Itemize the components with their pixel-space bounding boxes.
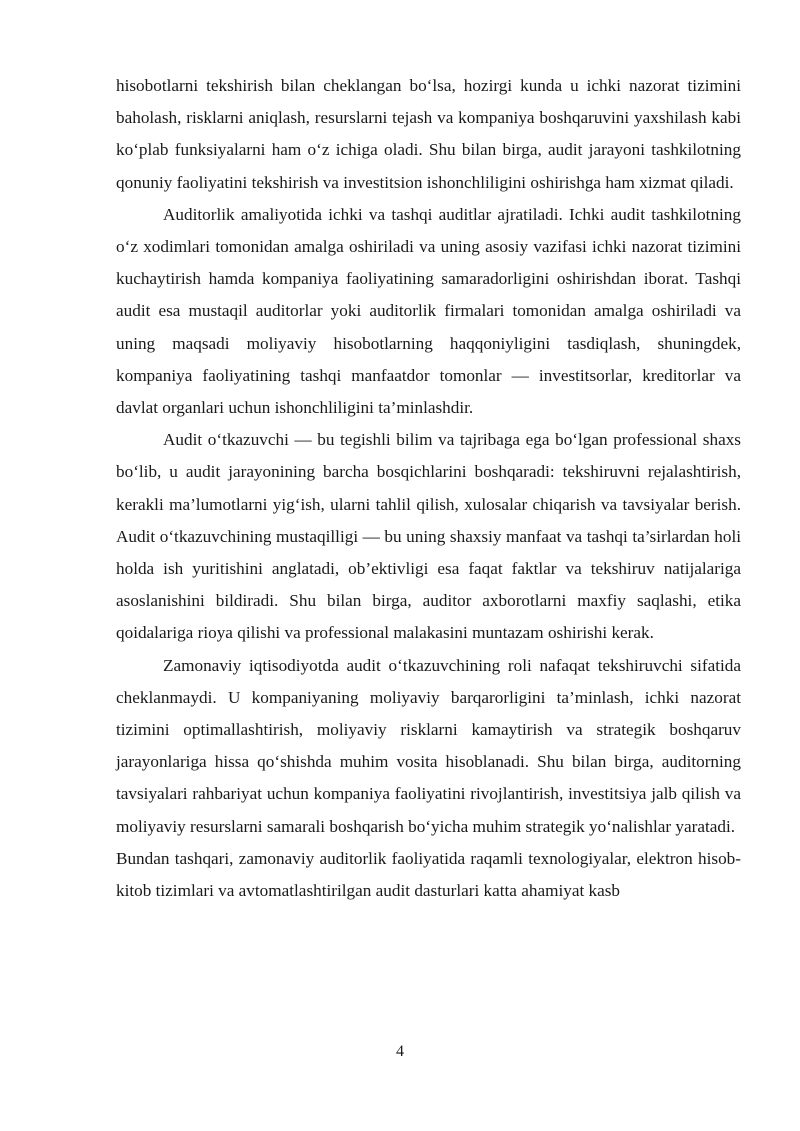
paragraph-4: Zamonaviy iqtisodiyotda audit o‘tkazuvchining roli nafaqat tekshiruvchi sifatida cheklanmaydi. U kompaniyaning moliyaviy barqarorligini ta’minlash, ichki nazorat tizimini optimallashtirish, moliyaviy risklarni kamaytirish va strategik boshqaruv jarayonlariga hissa qo‘shishda muhim vosita hisoblanadi. Shu bilan birga, auditorning tavsiyalari rahbariyat uchun kompaniya faoliyatini rivojlantirish, investitsiya jalb qilish va moliyaviy resurslarni samarali boshqarish bo‘yicha muhim strategik yo‘nalishlar yaratadi.	[116, 655, 741, 836]
paragraph-2: Auditorlik amaliyotida ichki va tashqi auditlar ajratiladi. Ichki audit tashkilotning o‘z xodimlari tomonidan amalga oshiriladi va uning asosiy vazifasi ichki nazorat tizimini kuchaytirish hamda kompaniya faoliyatining samaradorligini oshirishdan iborat. Tashqi audit esa mustaqil auditorlar yoki auditorlik firmalari tomonidan amalga oshiriladi va uning maqsadi moliyaviy hisobotlarning haqqoniyligini tasdiqlash, shuningdek, kompaniya faoliyatining tashqi manfaatdor tomonlar — investitsorlar, kreditorlar va davlat organlari uchun ishonchliligini ta’minlashdir.	[116, 204, 741, 418]
paragraph-3: Audit o‘tkazuvchi — bu tegishli bilim va tajribaga ega bo‘lgan professional shaxs bo‘lib, u audit jarayonining barcha bosqichlarini boshqaradi: tekshiruvni rejalashtirish, kerakli ma’lumotlarni yig‘ish, ularni tahlil qilish, xulosalar chiqarish va tavsiyalar berish. Audit o‘tkazuvchining mustaqilligi — bu uning shaxsiy manfaat va tashqi ta’sirlardan holi holda ish yuritishini anglatadi, ob’ektivligi esa faqat faktlar va tekshiruv natijalariga asoslanishini bildiradi. Shu bilan birga, auditor axborotlarni maxfiy saqlashi, etika qoidalariga rioya qilishi va professional malakasini muntazam oshirishi kerak.	[116, 430, 741, 643]
page-number: 4	[396, 1043, 404, 1060]
paragraph-5: Bundan tashqari, zamonaviy auditorlik faoliyatida raqamli texnologiyalar, elektron hisob-kitob tizimlari va avtomatlashtirilgan audit dasturlari katta ahamiyat kasb	[116, 848, 741, 901]
paragraph-1: hisobotlarni tekshirish bilan cheklangan bo‘lsa, hozirgi kunda u ichki nazorat tizimini baholash, risklarni aniqlash, resurslarni tejash va kompaniya boshqaruvini yaxshilash kabi ko‘plab funksiyalarni ham o‘z ichiga oladi. Shu bilan birga, audit jarayoni tashkilotning qonuniy faoliyatini tekshirish va investitsion ishonchliligini oshirishga ham xizmat qiladi.	[116, 76, 741, 192]
document-body	[116, 70, 741, 907]
